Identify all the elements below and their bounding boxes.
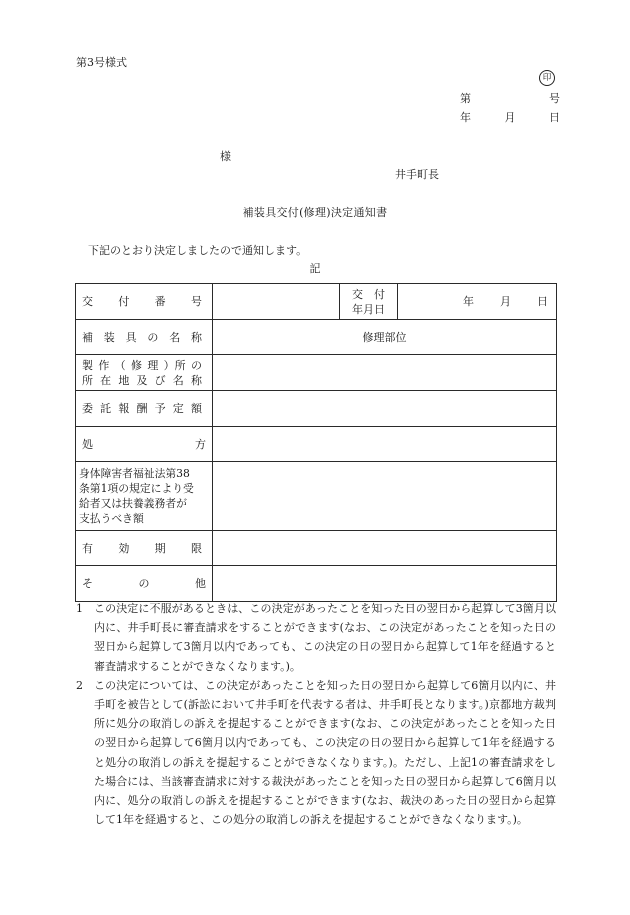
repair-part-header: 修理部位 [213, 320, 557, 355]
row-manufacturer [76, 355, 557, 391]
label-manufacturer: 製 作 （ 修 理 ）所 の 所 在 地 及 び 名 称 [76, 355, 213, 391]
document-date [460, 109, 560, 125]
form-number: 第3号様式 [76, 56, 127, 69]
value-manufacturer [213, 355, 557, 391]
document-number [460, 90, 560, 106]
ki-label: 記 [309, 262, 321, 275]
notes [76, 599, 556, 829]
value-payment [213, 462, 557, 531]
date-month: 月 [504, 111, 516, 124]
details-table [75, 283, 557, 602]
seal-mark: 印 [539, 70, 555, 86]
label-commission: 委 託 報 酬 予 定 額 [76, 391, 213, 427]
value-commission [213, 391, 557, 427]
date-year: 年 [460, 111, 471, 124]
document-title: 補装具交付(修理)決定通知書 [242, 206, 388, 219]
number-suffix: 号 [549, 92, 560, 105]
addressee: 様 [220, 150, 231, 163]
row-other [76, 566, 557, 602]
row-payment [76, 462, 557, 531]
note-text: この決定については、この決定があったことを知った日の翌日から起算して6箇月以内に、井手町を被告として(訴訟において井手町を代表する者は、井手町長となります。)京都地方裁判所に処分の取消しの訴えを提起することができます(なお、この決定があったことを知った日の翌日から起算して6箇月以内であっても、この決定の日の翌日から起算して1年を経過すると処分の取消しの訴えを提起することができなくなります。)。ただし、上記1の審査請求をした場合には、当該審査請求に対する裁決があったことを知った日の翌日から起算して6箇月以内に、処分の取消しの訴えを提起することができます(なお、裁決のあった日の翌日から起算して1年を経過すると、この処分の取消しの訴えを提起することができなくなります。)。 [94, 678, 556, 827]
label-prescription: 処 方 [76, 427, 213, 462]
issuer: 井手町長 [395, 168, 439, 181]
label-validity: 有 効 期 限 [76, 531, 213, 566]
note-number: 1 [76, 602, 83, 615]
value-prescription [213, 427, 557, 462]
label-payment: 身体障害者福祉法第38 条第1項の規定により受 給者又は扶養義務者が 支払うべき額 [76, 462, 213, 531]
label-device-name: 補 装 具 の 名 称 [76, 320, 213, 355]
row-device-name [76, 320, 557, 355]
label-issue-number: 交 付 番 号 [76, 284, 213, 320]
value-validity [213, 531, 557, 566]
row-validity [76, 531, 557, 566]
label-other: そ の 他 [76, 566, 213, 602]
value-other [213, 566, 557, 602]
date-day: 日 [549, 111, 560, 124]
row-commission [76, 391, 557, 427]
row-issue-number [76, 284, 557, 320]
row-prescription [76, 427, 557, 462]
label-issue-date: 交 付 年月日 [340, 284, 398, 320]
value-issue-date: 年 月 日 [398, 284, 557, 320]
note-item [76, 676, 556, 830]
note-text: この決定に不服があるときは、この決定があったことを知った日の翌日から起算して3箇月以内に、井手町長に審査請求をすることができます(なお、この決定があったことを知った日の翌日から起算して3箇月以内であっても、この決定の日の翌日から起算して1年を経過すると審査請求することができなくなります。)。 [94, 602, 556, 673]
value-issue-number [213, 284, 340, 320]
number-prefix: 第 [460, 92, 471, 105]
note-item [76, 599, 556, 676]
note-number: 2 [76, 678, 83, 692]
intro-text: 下記のとおり決定しましたので通知します。 [88, 244, 308, 257]
